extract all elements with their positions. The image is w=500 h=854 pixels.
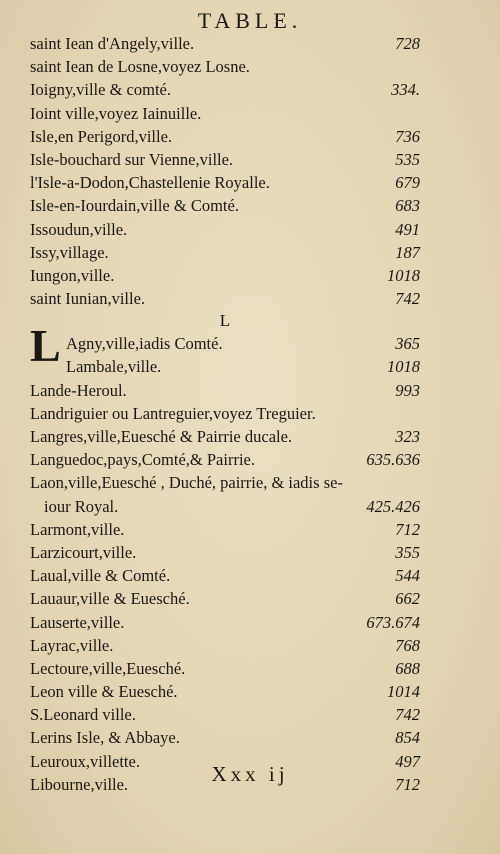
index-entry bbox=[30, 355, 420, 378]
entry-list-l bbox=[30, 379, 420, 796]
index-entry bbox=[30, 680, 420, 703]
entry-text: Isle,en Perigord,ville. bbox=[30, 126, 173, 146]
entry-page-number: 742 bbox=[395, 289, 420, 309]
entry-text: Layrac,ville. bbox=[30, 635, 114, 655]
entry-page-number: 491 bbox=[395, 219, 420, 239]
entry-text: Issoudun,ville. bbox=[30, 219, 128, 239]
entry-page-number: 854 bbox=[395, 728, 420, 748]
entry-text: Laon,ville,Euesché , Duché, pairrie, & iadis se- bbox=[30, 473, 343, 493]
entry-text: Langres,ville,Euesché & Pairrie ducale. bbox=[30, 427, 293, 446]
index-entry bbox=[30, 657, 420, 680]
entry-page-number: 1014 bbox=[387, 682, 420, 702]
entry-text: Laual,ville & Comté. bbox=[30, 566, 171, 586]
index-entry bbox=[30, 564, 420, 587]
page-header: TABLE. bbox=[197, 8, 303, 33]
entry-page-number: 712 bbox=[395, 774, 420, 794]
entry-page-number: 736 bbox=[395, 126, 420, 146]
entry-text: Lambale,ville. bbox=[66, 357, 162, 377]
entry-text: l'Isle-a-Dodon,Chastellenie Royalle. bbox=[30, 173, 270, 193]
entry-page-number: 742 bbox=[395, 705, 420, 725]
index-entry bbox=[30, 55, 420, 78]
index-entry bbox=[30, 194, 420, 217]
entry-text: Isle-en-Iourdain,ville & Comté. bbox=[30, 196, 239, 216]
entry-page-number: 635.636 bbox=[366, 450, 420, 470]
entry-page-number: 334. bbox=[391, 80, 420, 100]
entry-page-number: 673.674 bbox=[366, 612, 420, 632]
index-entry bbox=[30, 402, 420, 425]
index-entry bbox=[30, 287, 420, 310]
entry-page-number: 365 bbox=[395, 334, 420, 354]
entry-text: Leuroux,villette. bbox=[30, 751, 140, 771]
entry-text: Leon ville & Euesché. bbox=[30, 682, 178, 702]
entry-text: Landriguier ou Lantreguier,voyez Treguier. bbox=[30, 403, 316, 423]
entry-text: saint Iunian,ville. bbox=[30, 289, 146, 309]
index-entry bbox=[30, 32, 420, 55]
entry-page-number: 355 bbox=[395, 542, 420, 562]
entry-text: iour Royal. bbox=[44, 496, 119, 516]
dropcap-letter: L bbox=[30, 320, 61, 371]
entry-page-number: 993 bbox=[395, 380, 420, 400]
entry-page-number: 712 bbox=[395, 519, 420, 539]
entry-text: S.Leonard ville. bbox=[30, 705, 136, 725]
entry-page-number: 688 bbox=[395, 658, 420, 678]
index-entry bbox=[30, 171, 420, 194]
entry-page-number: 323 bbox=[395, 427, 420, 446]
index-entry bbox=[30, 726, 420, 749]
entry-list-l-dropcap bbox=[30, 332, 420, 378]
entry-text: Lauaur,ville & Euesché. bbox=[30, 589, 190, 609]
entry-text: Libourne,ville. bbox=[30, 774, 129, 794]
entry-page-number: 425.426 bbox=[366, 496, 420, 516]
entry-text: Agny,ville,iadis Comté. bbox=[66, 334, 223, 354]
entry-text: saint Iean de Losne,voyez Losne. bbox=[30, 57, 250, 77]
entry-text: Lectoure,ville,Euesché. bbox=[30, 658, 186, 678]
entry-text: Lauserte,ville. bbox=[30, 612, 125, 632]
entry-page-number: 728 bbox=[395, 34, 420, 53]
index-entry bbox=[30, 125, 420, 148]
entry-text: Ioint ville,voyez Iainuille. bbox=[30, 103, 202, 123]
index-entry bbox=[30, 495, 420, 518]
entry-page-number: 1018 bbox=[387, 265, 420, 285]
index-entry bbox=[30, 611, 420, 634]
index-entry bbox=[30, 587, 420, 610]
index-entry bbox=[30, 471, 420, 494]
entry-text: Iungon,ville. bbox=[30, 265, 115, 285]
entry-page-number: 1018 bbox=[387, 357, 420, 377]
entry-text: Languedoc,pays,Comté,& Pairrie. bbox=[30, 450, 255, 470]
index-entry bbox=[30, 332, 420, 355]
index-entry bbox=[30, 241, 420, 264]
index-entry bbox=[30, 148, 420, 171]
entry-text: Larzicourt,ville. bbox=[30, 542, 137, 562]
index-entry bbox=[30, 541, 420, 564]
entry-text: Lerins Isle, & Abbaye. bbox=[30, 728, 180, 748]
entry-list-i bbox=[30, 32, 420, 310]
entry-page-number: 662 bbox=[395, 589, 420, 609]
entry-text: Isle-bouchard sur Vienne,ville. bbox=[30, 149, 234, 169]
index-entry bbox=[30, 218, 420, 241]
entry-text: Ioigny,ville & comté. bbox=[30, 80, 171, 100]
entry-text: Issy,village. bbox=[30, 242, 109, 262]
index-entry bbox=[30, 425, 420, 448]
entry-page-number: 497 bbox=[395, 751, 420, 771]
index-entry bbox=[30, 264, 420, 287]
index-entry bbox=[30, 102, 420, 125]
entry-page-number: 187 bbox=[395, 242, 420, 262]
entry-page-number: 544 bbox=[395, 566, 420, 586]
entry-page-number: 768 bbox=[395, 635, 420, 655]
entry-text: saint Iean d'Angely,ville. bbox=[30, 34, 195, 53]
index-entry bbox=[30, 634, 420, 657]
index-entry bbox=[30, 518, 420, 541]
entry-page-number: 535 bbox=[395, 149, 420, 169]
entry-page-number: 679 bbox=[395, 173, 420, 193]
index-entry bbox=[30, 78, 420, 101]
entry-text: Lande-Heroul. bbox=[30, 380, 127, 400]
index-entry bbox=[30, 379, 420, 402]
entry-text: Larmont,ville. bbox=[30, 519, 125, 539]
signature-mark: Xxx ij bbox=[211, 762, 289, 786]
index-entry bbox=[30, 448, 420, 471]
index-entry bbox=[30, 703, 420, 726]
index-entries bbox=[30, 32, 420, 796]
entry-page-number: 683 bbox=[395, 196, 420, 216]
section-letter: L bbox=[219, 311, 231, 331]
